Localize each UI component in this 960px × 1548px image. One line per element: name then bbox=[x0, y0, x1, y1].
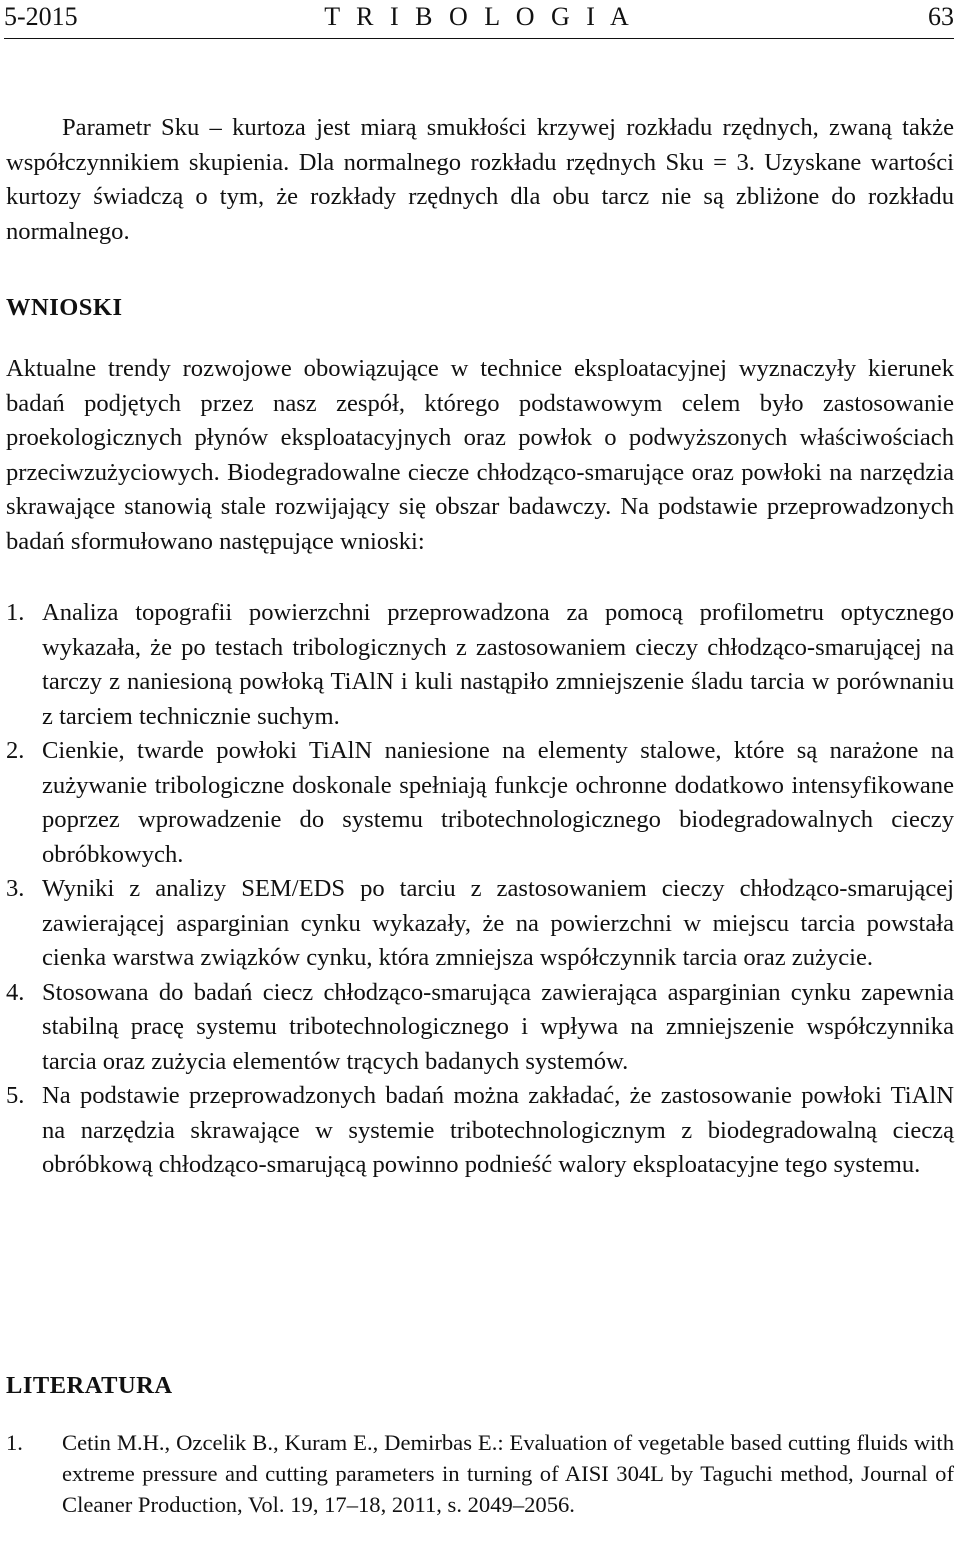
list-item bbox=[6, 872, 954, 976]
issue-label: 5-2015 bbox=[4, 2, 78, 31]
list-item-number: 5. bbox=[6, 1082, 25, 1109]
intro-paragraph: Parametr Sku – kurtoza jest miarą smukłości krzywej rozkładu rzędnych, zwaną także współczynnikiem skupienia. Dla normalnego rozkładu rzędnych Sku = 3. Uzyskane wartości kurtozy świadczą o tym, że rozkłady rzędnych dla obu tarcz nie są zbliżone do rozkładu normalnego. bbox=[6, 114, 954, 245]
list-item-number: 1. bbox=[6, 599, 25, 626]
page-number: 63 bbox=[928, 2, 954, 31]
reference-number: 1. bbox=[6, 1430, 23, 1455]
list-item-number: 3. bbox=[6, 875, 25, 902]
list-item bbox=[6, 596, 954, 734]
list-item-text: Cienkie, twarde powłoki TiAlN naniesione na elementy stalowe, które są narażone na zużywanie tribologiczne doskonale spełniają funkcje ochronne dodatkowo intensyfikowane poprzez wprowadzenie do systemu tribotechnologicznego biodegradowalnych cieczy obróbkowych. bbox=[42, 737, 954, 868]
literature-heading: LITERATURA bbox=[6, 1372, 173, 1399]
conclusions-heading: WNIOSKI bbox=[6, 294, 123, 321]
list-item bbox=[6, 976, 954, 1080]
list-item bbox=[6, 1079, 954, 1183]
list-item-text: Na podstawie przeprowadzonych badań można zakładać, że zastosowanie powłoki TiAlN na narzędzia skrawające w systemie tribotechnologicznym z biodegradowalną cieczą obróbkową chłodząco-smarującą powinno podnieść walory eksploatacyjne tego systemu. bbox=[42, 1082, 954, 1178]
conclusions-list bbox=[6, 596, 954, 1183]
list-item-text: Wyniki z analizy SEM/EDS po tarciu z zastosowaniem cieczy chłodząco-smarującej zawierającej asparginian cynku wykazały, że na powierzchni w miejscu tarcia powstała cienka warstwa związków cynku, która zmniejsza współczynnik tarcia oraz zużycie. bbox=[42, 875, 954, 971]
conclusions-paragraph: Aktualne trendy rozwojowe obowiązujące w technice eksploatacyjnej wyznaczyły kierunek badań podjętych przez nasz zespół, którego podstawowym celem było zastosowanie proekologicznych płynów eksploatacyjnych oraz powłok o podwyższonych właściwościach przeciwzużyciowych. Biodegradowalne ciecze chłodząco-smarujące oraz powłoki na narzędzia skrawające stanowią stale rozwijający się obszar badawczy. Na podstawie przeprowadzonych badań sformułowano następujące wnioski: bbox=[6, 355, 954, 555]
list-item-number: 2. bbox=[6, 737, 25, 764]
reference-item bbox=[6, 1427, 954, 1520]
reference-text: Cetin M.H., Ozcelik B., Kuram E., Demirbas E.: Evaluation of vegetable based cutting fluids with extreme pressure and cutting parameters in turning of AISI 304L by Taguchi method, Journal of Cleaner Production, Vol. 19, 17–18, 2011, s. 2049–2056. bbox=[62, 1430, 954, 1517]
journal-title: T R I B O L O G I A bbox=[324, 2, 634, 31]
list-item-number: 4. bbox=[6, 978, 25, 1006]
list-item-text: Stosowana do badań ciecz chłodząco-smarująca zawierająca asparginian cynku zapewnia stabilną pracę systemu tribotechnologicznego i wpływa na zmniejszenie współczynnika tarcia oraz zużycia elementów trących badanych systemów. bbox=[42, 978, 954, 1075]
list-item-text: Analiza topografii powierzchni przeprowadzona za pomocą profilometru optycznego wykazała, że po testach tribologicznych z zastosowaniem cieczy chłodząco-smarującej na tarczy z naniesioną powłoką TiAlN i kuli nastąpiło zmniejszenie śladu tarcia w porównaniu z tarciem technicznie suchym. bbox=[42, 599, 954, 730]
reference-list bbox=[6, 1427, 954, 1520]
running-header bbox=[4, 0, 954, 39]
list-item bbox=[6, 734, 954, 872]
